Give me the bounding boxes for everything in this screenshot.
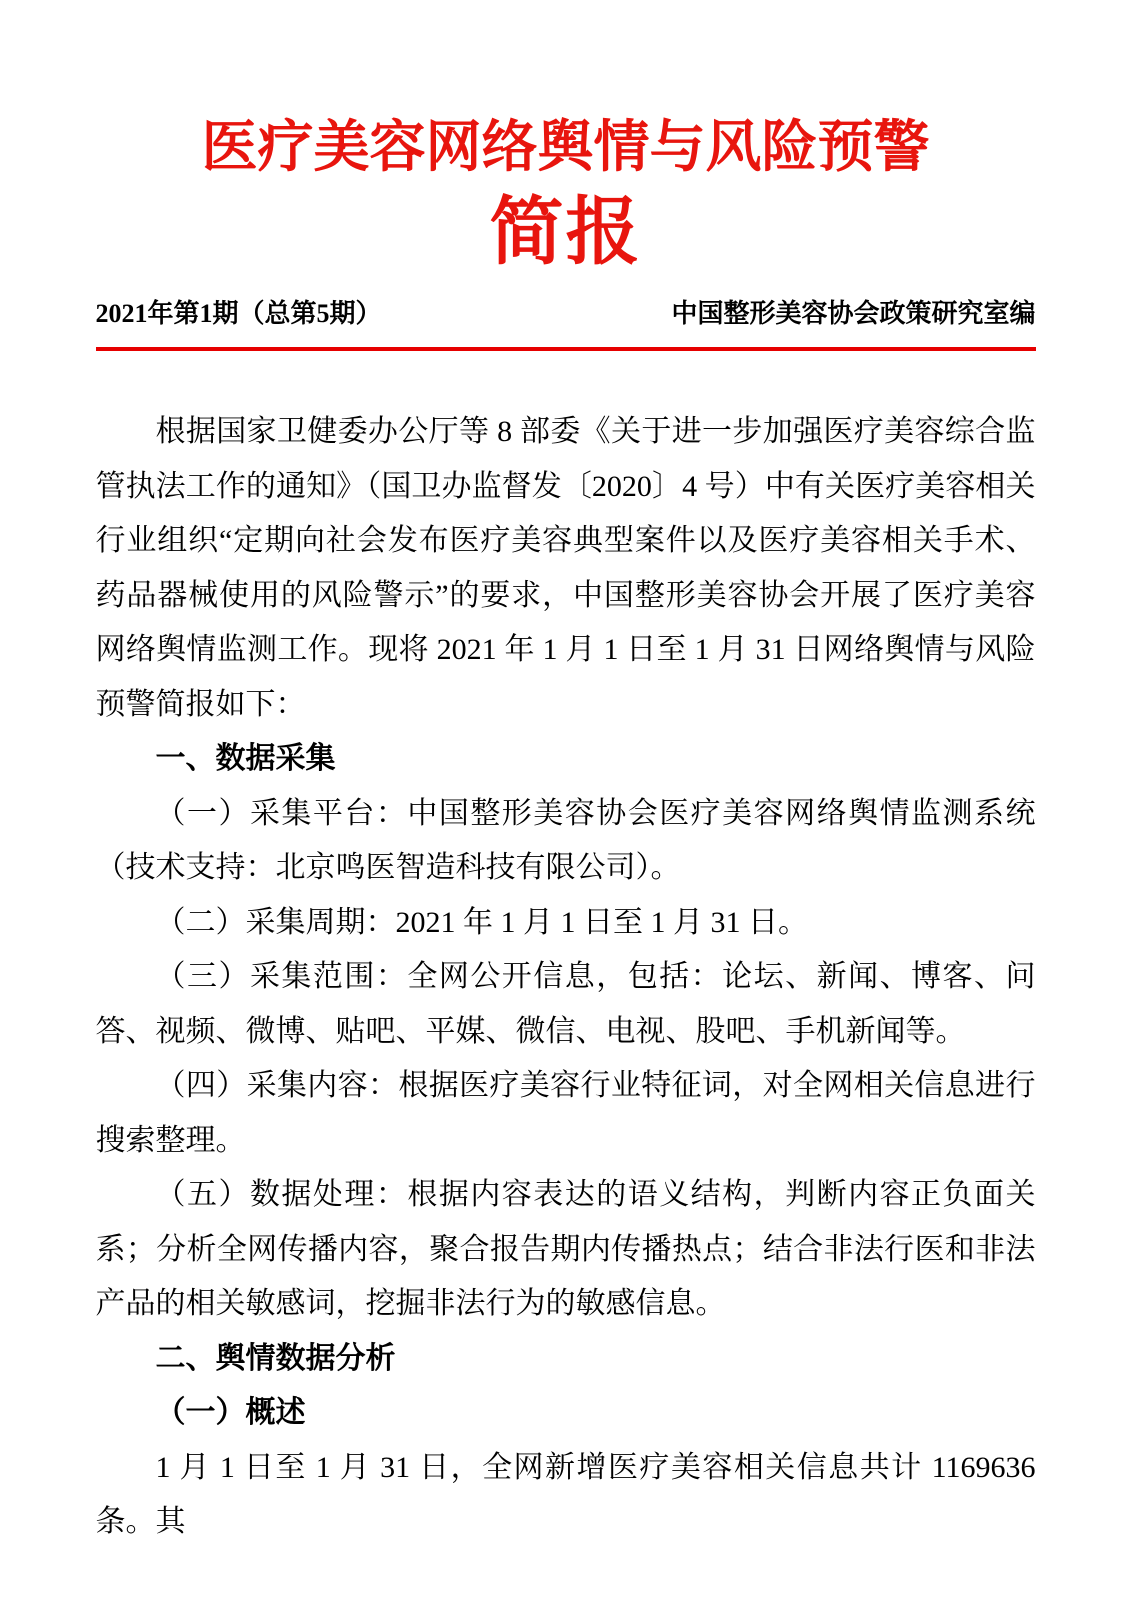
para-overview-stats: 1 月 1 日至 1 月 31 日，全网新增医疗美容相关信息共计 1169636 条。其 (95, 1450, 1036, 1539)
publisher: 中国整形美容协会政策研究室编 (671, 298, 1036, 328)
heading-opinion-analysis: 二、舆情数据分析 (155, 1341, 396, 1375)
para-collection-content: （四）采集内容：根据医疗美容行业特征词，对全网相关信息进行搜索整理。 (95, 1069, 1036, 1157)
issue-number: 2021年第1期（总第5期） (95, 298, 382, 328)
document-body (96, 405, 1036, 1550)
header-divider (96, 347, 1036, 351)
heading-data-collection: 一、数据采集 (155, 742, 336, 776)
heading-overview: （一）概述 (155, 1396, 306, 1430)
para-collection-scope: （三）采集范围：全网公开信息，包括：论坛、新闻、博客、问答、视频、微博、贴吧、平媒、微信、电视、股吧、手机新闻等。 (95, 960, 1036, 1048)
para-data-processing: （五）数据处理：根据内容表达的语义结构，判断内容正负面关系；分析全网传播内容，聚合报告期内传播热点；结合非法行医和非法产品的相关敏感词，挖掘非法行为的敏感信息。 (95, 1178, 1036, 1321)
page-title-line2: 简报 (489, 191, 642, 274)
issue-info-row (96, 298, 1036, 331)
para-collection-platform: （一）采集平台：中国整形美容协会医疗美容网络舆情监测系统（技术支持：北京鸣医智造科技有限公司）。 (95, 796, 1036, 885)
intro-paragraph: 根据国家卫健委办公厅等 8 部委《关于进一步加强医疗美容综合监管执法工作的通知》（国卫办监督发〔2020〕4 号）中有关医疗美容相关行业组织“定期向社会发布医疗美容典型案件以及医疗美容相关手术、药品器械使用的风险警示”的要求，中国整形美容协会开展了医疗美容网络舆情监测工作。现将 2021 年 1 月 1 日至 1 月 31 日网络舆情与风险预警简报如下： (95, 415, 1036, 721)
para-collection-period: （二）采集周期：2021 年 1 月 1 日至 1 月 31 日。 (155, 905, 808, 939)
page-title-line1: 医疗美容网络舆情与风险预警 (201, 117, 930, 179)
